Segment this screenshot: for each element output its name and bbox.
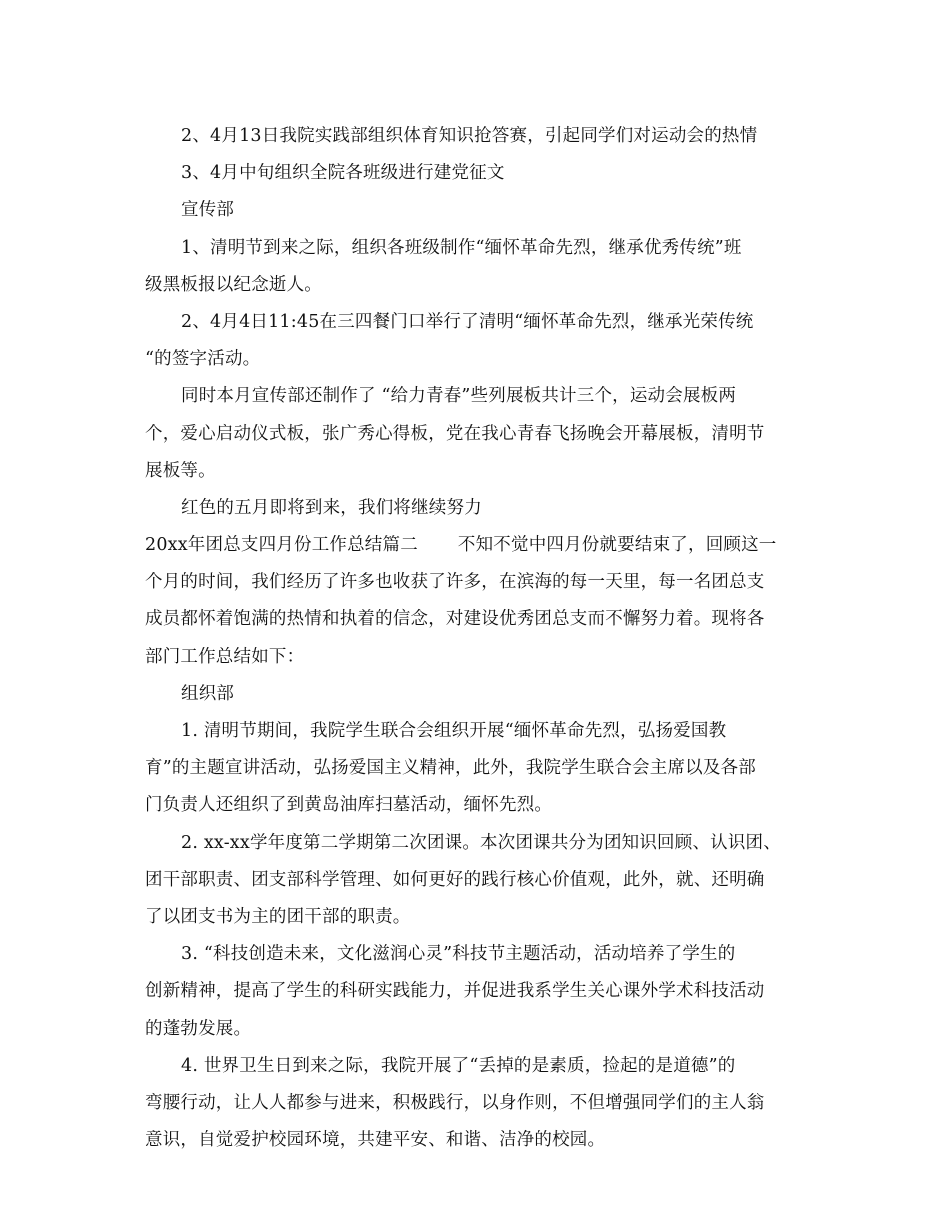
document-body xyxy=(145,118,815,1159)
text-line: 同时本月宣传部还制作了 “给力青春”些列展板共计三个，运动会展板两 xyxy=(181,386,737,407)
text-line: 团干部职责、团支部科学管理、如何更好的践行核心价值观，此外，就、还明确 xyxy=(145,869,765,890)
text-line: 4. 世界卫生日到来之际，我院开展了“丢掉的是素质，捡起的是道德”的 xyxy=(181,1055,736,1076)
text-line: 意识，自觉爱护校园环境，共建平安、和谐、洁净的校园。 xyxy=(145,1130,606,1151)
text-line: 个月的时间，我们经历了许多也收获了许多，在滨海的每一天里，每一名团总支 xyxy=(145,572,765,593)
text-line: 2、4月13日我院实践部组织体育知识抢答赛，引起同学们对运动会的热情 xyxy=(181,126,758,146)
text-line: 了以团支书为主的团干部的职责。 xyxy=(145,906,411,927)
title-line xyxy=(145,527,815,564)
text-line: 级黑板报以纪念逝人。 xyxy=(145,274,322,295)
text-line: 1、清明节到来之际，组织各班级制作“缅怀革命先烈，继承优秀传统”班 xyxy=(181,237,742,258)
text-line: 3、4月中旬组织全院各班级进行建党征文 xyxy=(181,163,505,184)
text-line: “的签字活动。 xyxy=(145,349,261,370)
text-line: 育”的主题宣讲活动，弘扬爱国主义精神，此外，我院学生联合会主席以及各部 xyxy=(145,758,756,779)
text-line: 成员都怀着饱满的热情和执着的信念，对建设优秀团总支而不懈努力着。现将各 xyxy=(145,609,765,630)
section-heading: 宣传部 xyxy=(181,200,235,221)
text-line: 展板等。 xyxy=(145,460,216,481)
text-line: 的蓬勃发展。 xyxy=(145,1018,252,1039)
text-line: 3. “科技创造未来，文化滋润心灵”科技节主题活动，活动培养了学生的 xyxy=(181,944,736,965)
text-line: 2、4月4日11:45在三四餐门口举行了清明“缅怀革命先烈，继承光荣传统 xyxy=(181,311,754,332)
text-line: 个，爱心启动仪式板，张广秀心得板，党在我心青春飞扬晚会开幕展板，清明节 xyxy=(145,423,765,444)
text-line: 创新精神，提高了学生的科研实践能力，并促进我系学生关心课外学术科技活动 xyxy=(145,981,765,1002)
text-line: 部门工作总结如下： xyxy=(145,646,305,667)
text-line: 1. 清明节期间，我院学生联合会组织开展“缅怀革命先烈，弘扬爱国教 xyxy=(181,721,727,741)
section-heading: 组织部 xyxy=(181,683,235,704)
text-line: 弯腰行动，让人人都参与进来，积极践行，以身作则，不但增强同学们的主人翁 xyxy=(145,1092,765,1113)
text-line: 2. xx-xx学年度第二学期第二次团课。本次团课共分为团知识回顾、认识团、 xyxy=(181,832,781,853)
text-fragment: 不知不觉中四月份就要结束了，回顾这一 xyxy=(457,535,777,556)
article-title: 20xx年团总支四月份工作总结篇二 xyxy=(145,535,418,556)
text-line: 红色的五月即将到来，我们将继续努力 xyxy=(181,497,482,518)
text-line: 门负责人还组织了到黄岛油库扫墓活动，缅怀先烈。 xyxy=(145,795,553,816)
